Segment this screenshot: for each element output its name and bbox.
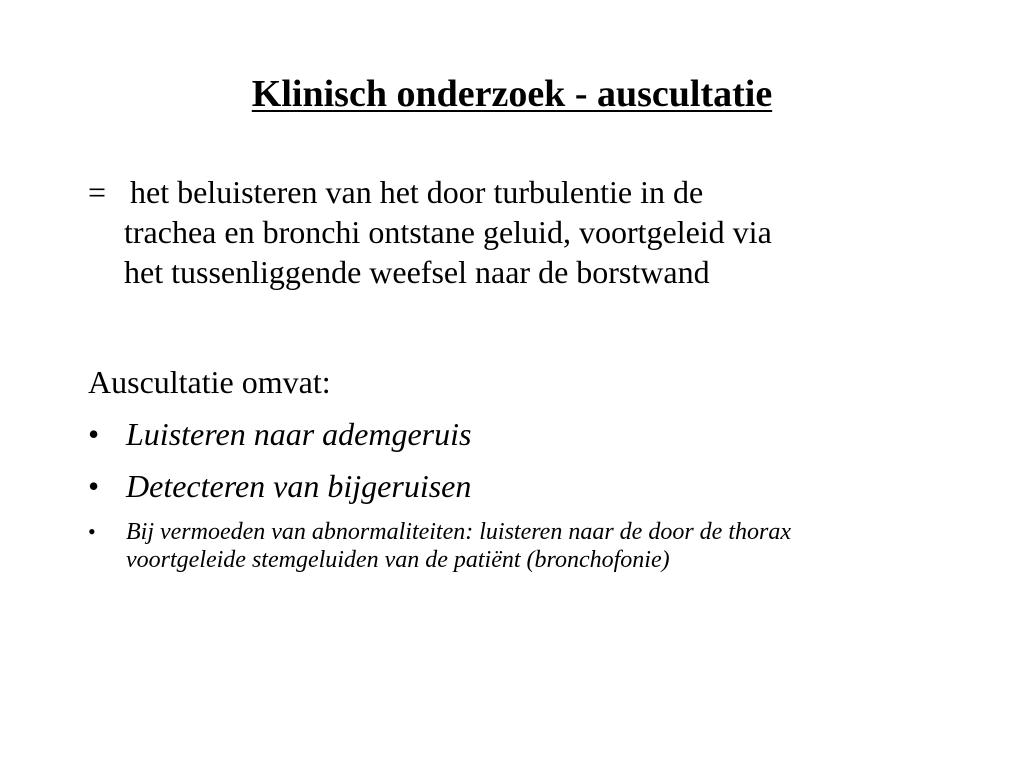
bullet-icon: • [88, 519, 96, 544]
slide-title: Klinisch onderzoek - auscultatie [251, 73, 773, 115]
bullet-text: Detecteren van bijgeruisen [126, 468, 472, 504]
list-item [88, 414, 988, 466]
bullet-icon: • [88, 468, 100, 504]
bullet-icon: • [88, 416, 100, 452]
definition-text [88, 172, 968, 292]
definition-line: het tussenliggende weefsel naar de borstwand [124, 254, 710, 290]
list-item [88, 518, 988, 574]
bullet-text-line: voortgeleide stemgeluiden van de patiënt (bronchofonie) [126, 547, 670, 573]
bullet-text-line: Bij vermoeden van abnormaliteiten: luisteren naar de door de thorax [126, 519, 791, 545]
bullet-list [88, 414, 988, 574]
definition-line: het beluisteren van het door turbulentie in de [130, 174, 704, 210]
definition-line: trachea en bronchi ontstane geluid, voortgeleid via [124, 214, 772, 250]
bullet-text: Luisteren naar ademgeruis [126, 416, 472, 452]
definition-block [88, 172, 968, 292]
intro-heading: Auscultatie omvat: [88, 364, 331, 400]
list-item [88, 466, 988, 518]
equals-symbol: = [88, 174, 107, 210]
